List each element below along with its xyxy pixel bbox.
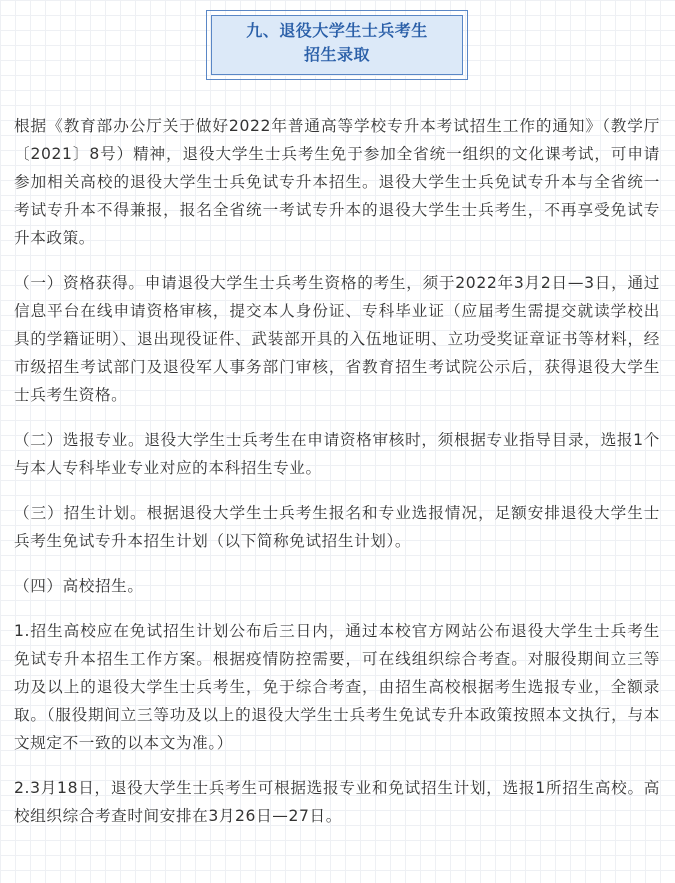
paragraph-item-2: 2.3月18日，退役大学生士兵考生可根据选报专业和免试招生计划，选报1所招生高校。高校组织综合考查时间安排在3月26日—27日。 — [14, 779, 660, 825]
section-title-line1: 九、退役大学生士兵考生 — [246, 21, 428, 40]
paragraph-intro: 根据《教育部办公厅关于做好2022年普通高等学校专升本考试招生工作的通知》（教学厅〔2021〕8号）精神，退役大学生士兵考生免于参加全省统一组织的文化课考试，可申请参加相关高校的退役大学生士兵免试专升本招生。退役大学生士兵免试专升本与全省统一考试专升本不得兼报，报名全省统一考试专升本的退役大学生士兵考生，不再享受免试专升本政策。 — [14, 117, 660, 247]
paragraph-item-1: 1.招生高校应在免试招生计划公布后三日内，通过本校官方网站公布退役大学生士兵考生免试专升本招生工作方案。根据疫情防控需要，可在线组织综合考查。对服役期间立三等功及以上的退役大学生士兵考生，免于综合考查，由招生高校根据考生选报专业，全额录取。（服役期间立三等功及以上的退役大学生士兵考生免试专升本政策按照本文执行，与本文规定不一致的以本文为准。） — [14, 622, 660, 752]
paragraph-enrollment-plan: （三）招生计划。根据退役大学生士兵考生报名和专业选报情况，足额安排退役大学生士兵考生免试专升本招生计划（以下简称免试招生计划）。 — [14, 504, 660, 550]
section-title — [206, 19, 468, 67]
paragraph-major-selection: （二）选报专业。退役大学生士兵考生在申请资格审核时，须根据专业指导目录，选报1个与本人专科毕业专业对应的本科招生专业。 — [14, 431, 660, 477]
paragraph-university-admission-heading: （四）高校招生。 — [14, 577, 144, 595]
article-body — [14, 112, 660, 830]
section-title-line2: 招生录取 — [303, 45, 370, 64]
section-title-box — [206, 10, 468, 80]
paragraph-eligibility: （一）资格获得。申请退役大学生士兵考生资格的考生，须于2022年3月2日—3日，通过信息平台在线申请资格审核，提交本人身份证、专科毕业证（应届考生需提交就读学校出具的学籍证明）、退出现役证件、武装部开具的入伍地证明、立功受奖证章证书等材料，经市级招生考试部门及退役军人事务部门审核，省教育招生考试院公示后，获得退役大学生士兵考生资格。 — [14, 274, 660, 404]
